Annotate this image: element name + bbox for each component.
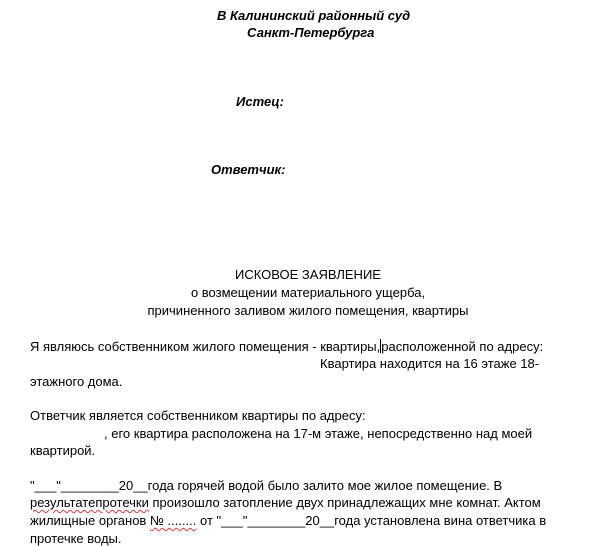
paragraph-2-line-1: Ответчик является собственником квартиры по адресу: <box>30 408 366 423</box>
owner-statement: Я являюсь собственником жилого помещения - квартиры, <box>30 339 381 354</box>
court-line-2: Санкт-Петербурга <box>247 25 375 40</box>
address-phrase: расположенной по адресу: <box>381 339 544 354</box>
paragraph-1-line-2: Квартира находится на 16 этаже 18- <box>320 356 540 371</box>
paragraph-1-line-3: этажного дома. <box>30 374 123 389</box>
paragraph-2-line-2: , его квартира расположена на 17-м этаже, непосредственно над моей <box>104 426 533 441</box>
claim-subtitle-1: о возмещении материального ущерба, <box>190 285 426 300</box>
act-date-text: от "___"________20__года установлена вина ответчика в <box>196 513 547 528</box>
claim-subtitle-2: причиненного заливом жилого помещения, квартиры <box>147 303 469 318</box>
housing-authority-text: жилищные органов <box>30 513 150 528</box>
paragraph-3-line-4: протечке воды. <box>30 531 122 546</box>
misspelled-word: результатепротечки <box>30 495 149 510</box>
paragraph-3-line-1: "___"________20__года горячей водой было залито мое жилое помещение. В <box>30 478 503 493</box>
flooding-statement: произошло затопление двух принадлежащих мне комнат. Актом <box>148 495 541 510</box>
paragraph-3-line-3 <box>30 513 546 528</box>
paragraph-2-line-3: квартирой. <box>30 443 96 458</box>
court-line-1: В Калининский районный суд <box>217 8 411 23</box>
defendant-label: Ответчик: <box>211 162 286 177</box>
claim-title: ИСКОВОЕ ЗАЯВЛЕНИЕ <box>235 267 381 282</box>
act-number: № ........ <box>149 513 197 528</box>
plaintiff-label: Истец: <box>236 94 284 109</box>
paragraph-3-line-2 <box>30 495 541 510</box>
paragraph-1-line-1 <box>30 339 543 354</box>
